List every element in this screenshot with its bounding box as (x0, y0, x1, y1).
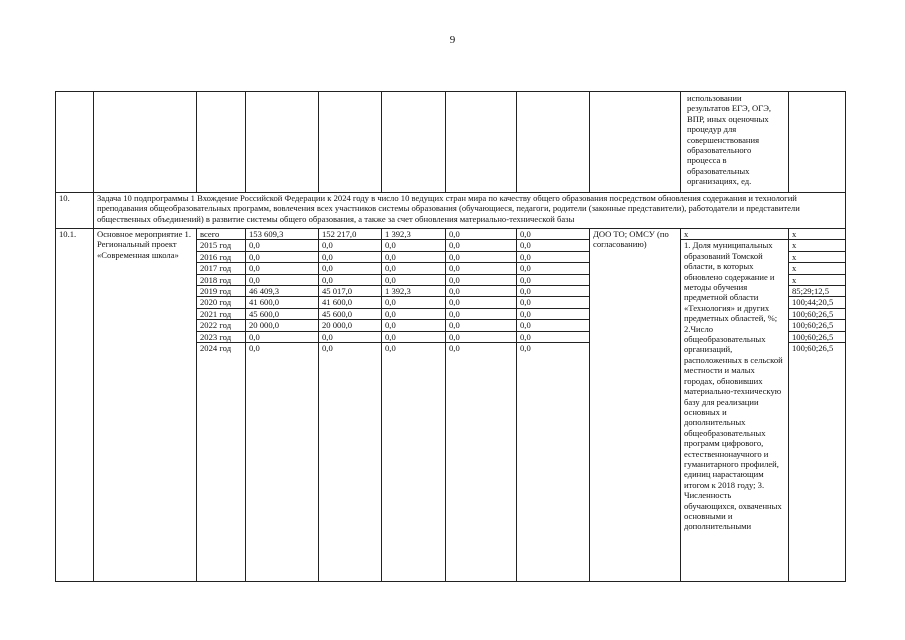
activity-row-2020: 2020 год 41 600,0 41 600,0 0,0 0,0 0,0 100;44;20,5 (56, 297, 846, 308)
activity-row-2019: 2019 год 46 409,3 45 017,0 1 392,3 0,0 0,0 85;29;12,5 (56, 286, 846, 297)
activity-row-2024: 2024 год 0,0 0,0 0,0 0,0 0,0 100;60;26,5 (56, 343, 846, 582)
activity-number: 10.1. (56, 229, 94, 582)
activity-row-2018: 2018 год 0,0 0,0 0,0 0,0 0,0 х (56, 274, 846, 285)
activity-row-2023: 2023 год 0,0 0,0 0,0 0,0 0,0 100;60;26,5 (56, 331, 846, 342)
program-table (55, 91, 846, 582)
task-text: Задача 10 подпрограммы 1 Вхождение Российской Федерации к 2024 году в число 10 ведущих стран мира по качеству общего образования посредством обновления содержания и технологий преподавания общеобразовательных программ, вовлечения всех участников системы образования (обучающиеся, педагоги, родители (законные представители), работодатели и представители общественных объединений) в развитие системы общего образования, а также за счет обновления материально-технической базы (94, 193, 846, 229)
criteria-header: х (681, 229, 789, 240)
activity-name: Основное мероприятие 1. Региональный проект «Современная школа» (94, 229, 197, 582)
activity-row-2016: 2016 год 0,0 0,0 0,0 0,0 0,0 х (56, 251, 846, 262)
activity-row-2022: 2022 год 20 000,0 20 000,0 0,0 0,0 0,0 100;60;26,5 (56, 320, 846, 331)
continuation-row (56, 92, 846, 193)
continuation-criteria: использовании результатов ЕГЭ, ОГЭ, ВПР, иных оценочных процедур для совершенствования образовательного процесса в образовательных организациях, ед. (681, 92, 789, 193)
activity-row-2015: 2015 год 0,0 0,0 0,0 0,0 0,0 1. Доля муниципальных образований Томской области, в которых обновлено содержание и методы обучения предметной области «Технология» и других предметных областей, %; 2.Число общеобразовательных организаций, расположенных в сельской местности и малых городах, обновивших материально-техническую базу для реализации основных и дополнительных общеобразовательных программ цифрового, естественнонаучного и гуманитарного профилей, единиц нарастающим итогом к 2018 году; 3. Численность обучающихся, охваченных основными и дополнительными х (56, 240, 846, 251)
activity-criteria: 1. Доля муниципальных образований Томской области, в которых обновлено содержание и методы обучения предметной области «Технология» и других предметных областей, %; 2.Число общеобразовательных организаций, расположенных в сельской местности и малых городах, обновивших материально-техническую базу для реализации основных и дополнительных общеобразовательных программ цифрового, естественнонаучного и гуманитарного профилей, единиц нарастающим итогом к 2018 году; 3. Численность обучающихся, охваченных основными и дополнительными (681, 240, 789, 582)
task-row (56, 193, 846, 229)
activity-executor: ДОО ТО; ОМСУ (по согласованию) (590, 229, 681, 582)
activity-row-2017: 2017 год 0,0 0,0 0,0 0,0 0,0 х (56, 263, 846, 274)
activity-row-total: 10.1. Основное мероприятие 1. Региональный проект «Современная школа» всего 153 609,3 152 217,0 1 392,3 0,0 0,0 ДОО ТО; ОМСУ (по согласованию) х х (56, 229, 846, 240)
page-number: 9 (449, 34, 456, 46)
activity-row-2021: 2021 год 45 600,0 45 600,0 0,0 0,0 0,0 100;60;26,5 (56, 308, 846, 319)
task-number: 10. (56, 193, 94, 229)
